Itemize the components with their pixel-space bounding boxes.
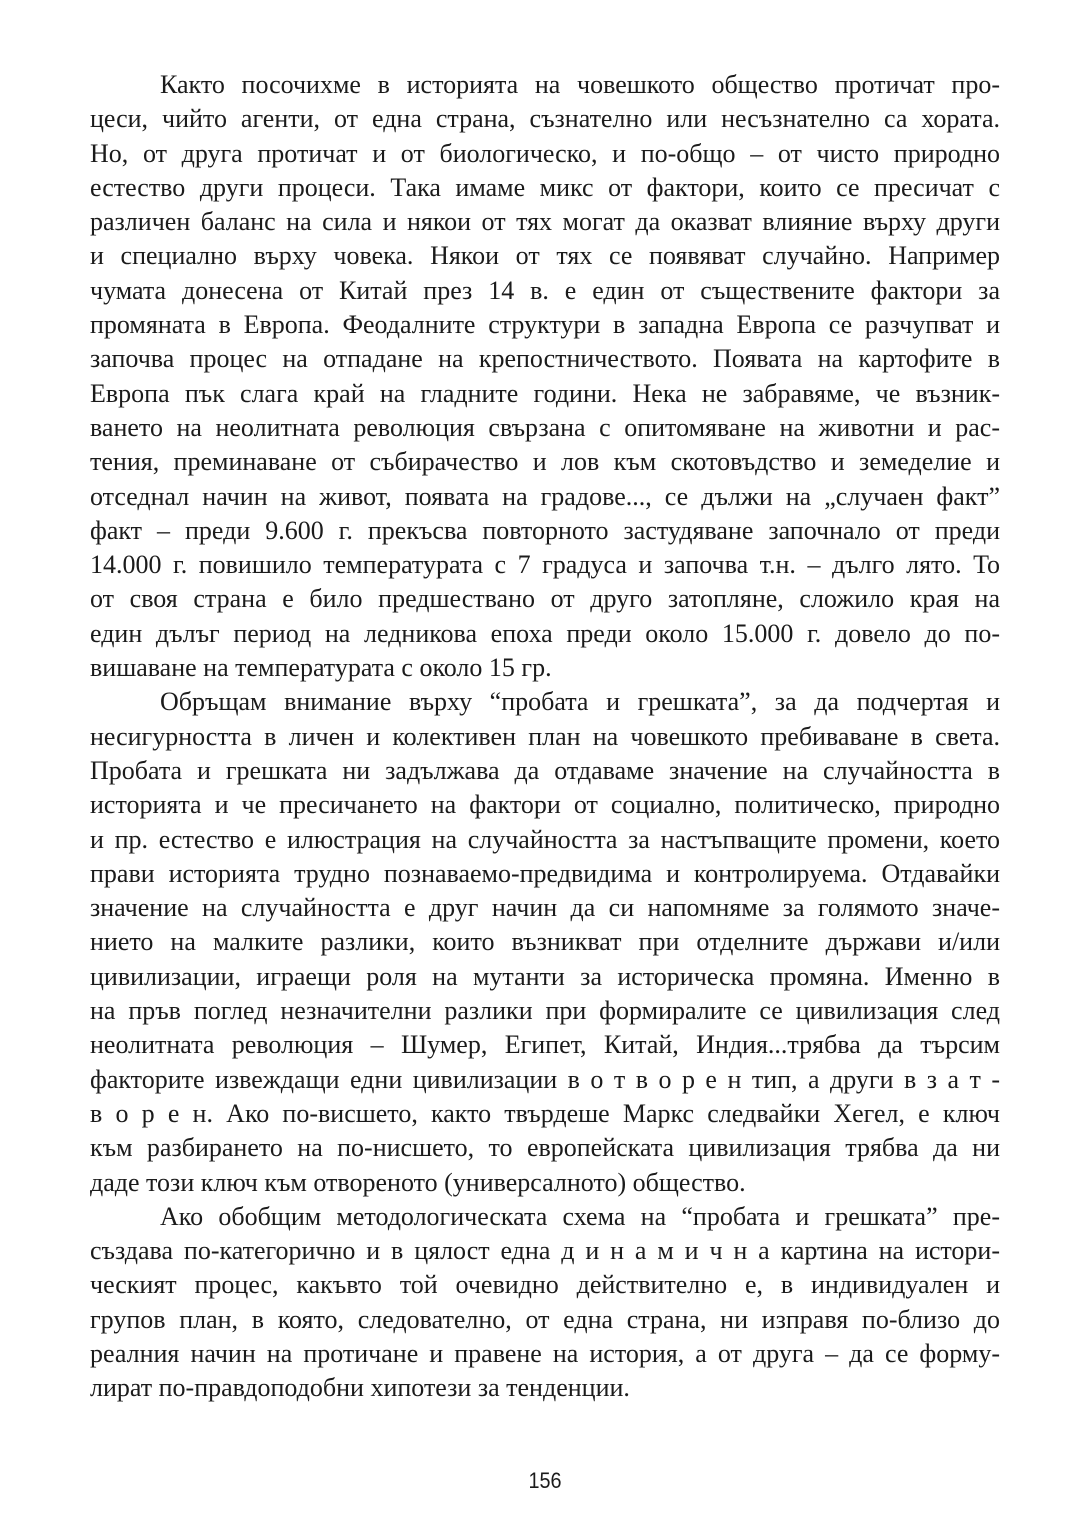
text-line: естество други процеси. Така имаме микс от фактори, които се пресичат с	[90, 172, 1000, 202]
text-line: даде този ключ към отвореното (универсалното) общество.	[90, 1167, 746, 1197]
text-line: на пръв поглед незначителни разлики при формиралите се цивилизация след	[90, 996, 1000, 1026]
text-line: вишаване на температурата с около 15 гр.	[90, 653, 552, 683]
text-line: Обръщам внимание върху “пробата и грешката”, за да подчертая и	[160, 687, 1000, 717]
text-line: неолитната революция – Шумер, Египет, Китай, Индия...трябва да търсим	[90, 1030, 1000, 1060]
text-line: нието на малките разлики, които възникват при отделните държави и/или	[90, 927, 1000, 957]
text-line: чумата донесена от Китай през 14 в. е един от съществените фактори за	[90, 275, 1000, 305]
text-line: към разбирането на по-нисшето, то европейската цивилизация трябва да ни	[90, 1133, 1000, 1163]
text-line: 14.000 г. повишило температурата с 7 градуса и започва т.н. – дълго лято. То	[90, 550, 1000, 580]
text-line: от своя страна е било предшествано от друго затопляне, сложило края на	[90, 584, 1000, 614]
text-line: ческият процес, какъвто той очевидно действително е, в индивидуален и	[90, 1270, 1000, 1300]
text-line: Пробата и грешката ни задължава да отдаваме значение на случайността в	[90, 755, 1000, 785]
text-line: Европа пък слага край на гладните години. Нека не забравяме, че възник-	[90, 378, 1000, 408]
body-text	[90, 68, 1000, 1406]
text-line: Както посочихме в историята на човешкото общество протичат про-	[160, 70, 1000, 99]
text-line: и специално върху човека. Някои от тях се появяват случайно. Например	[90, 241, 1000, 271]
text-line: Ако обобщим методологическата схема на “пробата и грешката” пре-	[160, 1201, 1000, 1231]
text-line: в о р е н. Ако по-висшето, както твърдеше Маркс следвайки Хегел, е ключ	[90, 1098, 1000, 1128]
text-line: факт – преди 9.600 г. прекъсва повторното застудяване започнало от преди	[90, 515, 1000, 545]
text-line: започва процес на отпадане на крепостничеството. Появата на картофите в	[90, 344, 1000, 374]
text-line: лират по-правдоподобни хипотези за тенденции.	[90, 1373, 630, 1403]
text-line: създава по-категорично и в цялост една д и н а м и ч н а картина на истори-	[90, 1236, 1000, 1266]
page-number: 156	[528, 1468, 562, 1493]
text-line: прави историята трудно познаваемо-предвидима и контролируема. Отдавайки	[90, 858, 1000, 888]
text-line: факторите извеждащи едни цивилизации в о т в о р е н тип, а други в з а т -	[90, 1064, 1000, 1094]
text-line: историята и че пресичането на фактори от социално, политическо, природно	[90, 790, 1000, 820]
text-line: един дълъг период на ледникова епоха преди около 15.000 г. довело до по-	[90, 618, 1000, 648]
paragraph-1	[90, 68, 1000, 685]
text-line: и пр. естество е илюстрация на случайността за настъпващите промени, което	[90, 824, 1000, 854]
paragraph-2	[90, 685, 1000, 1199]
text-line: Но, от друга протичат и от биологическо, и по-общо – от чисто природно	[90, 138, 1000, 168]
text-line: тения, преминаване от събирачество и лов към скотовъдство и земеделие и	[90, 447, 1000, 477]
paragraph-3	[90, 1200, 1000, 1406]
text-line: цеси, чийто агенти, от една страна, съзнателно или несъзнателно са хората.	[90, 104, 1000, 134]
text-line: ването на неолитната революция свързана с опитомяване на животни и рас-	[90, 412, 1000, 442]
text-line: несигурността в личен и колективен план на човешкото пребиваване в света.	[90, 721, 1000, 751]
text-line: цивилизации, играещи роля на мутанти за историческа промяна. Именно в	[90, 961, 1000, 991]
text-line: реалния начин на протичане и правене на история, а от друга – да се форму-	[90, 1338, 1000, 1368]
text-line: групов план, в която, следователно, от една страна, ни изправя по-близо до	[90, 1304, 1000, 1334]
text-line: промяната в Европа. Феодалните структури в западна Европа се разчупват и	[90, 310, 1000, 340]
text-line: различен баланс на сила и някои от тях могат да оказват влияние върху други	[90, 207, 1000, 237]
text-line: значение на случайността е друг начин да си напомняме за голямото значе-	[90, 893, 1000, 923]
text-line: отседнал начин на живот, появата на градове..., се дължи на „случаен факт”	[90, 481, 1000, 511]
